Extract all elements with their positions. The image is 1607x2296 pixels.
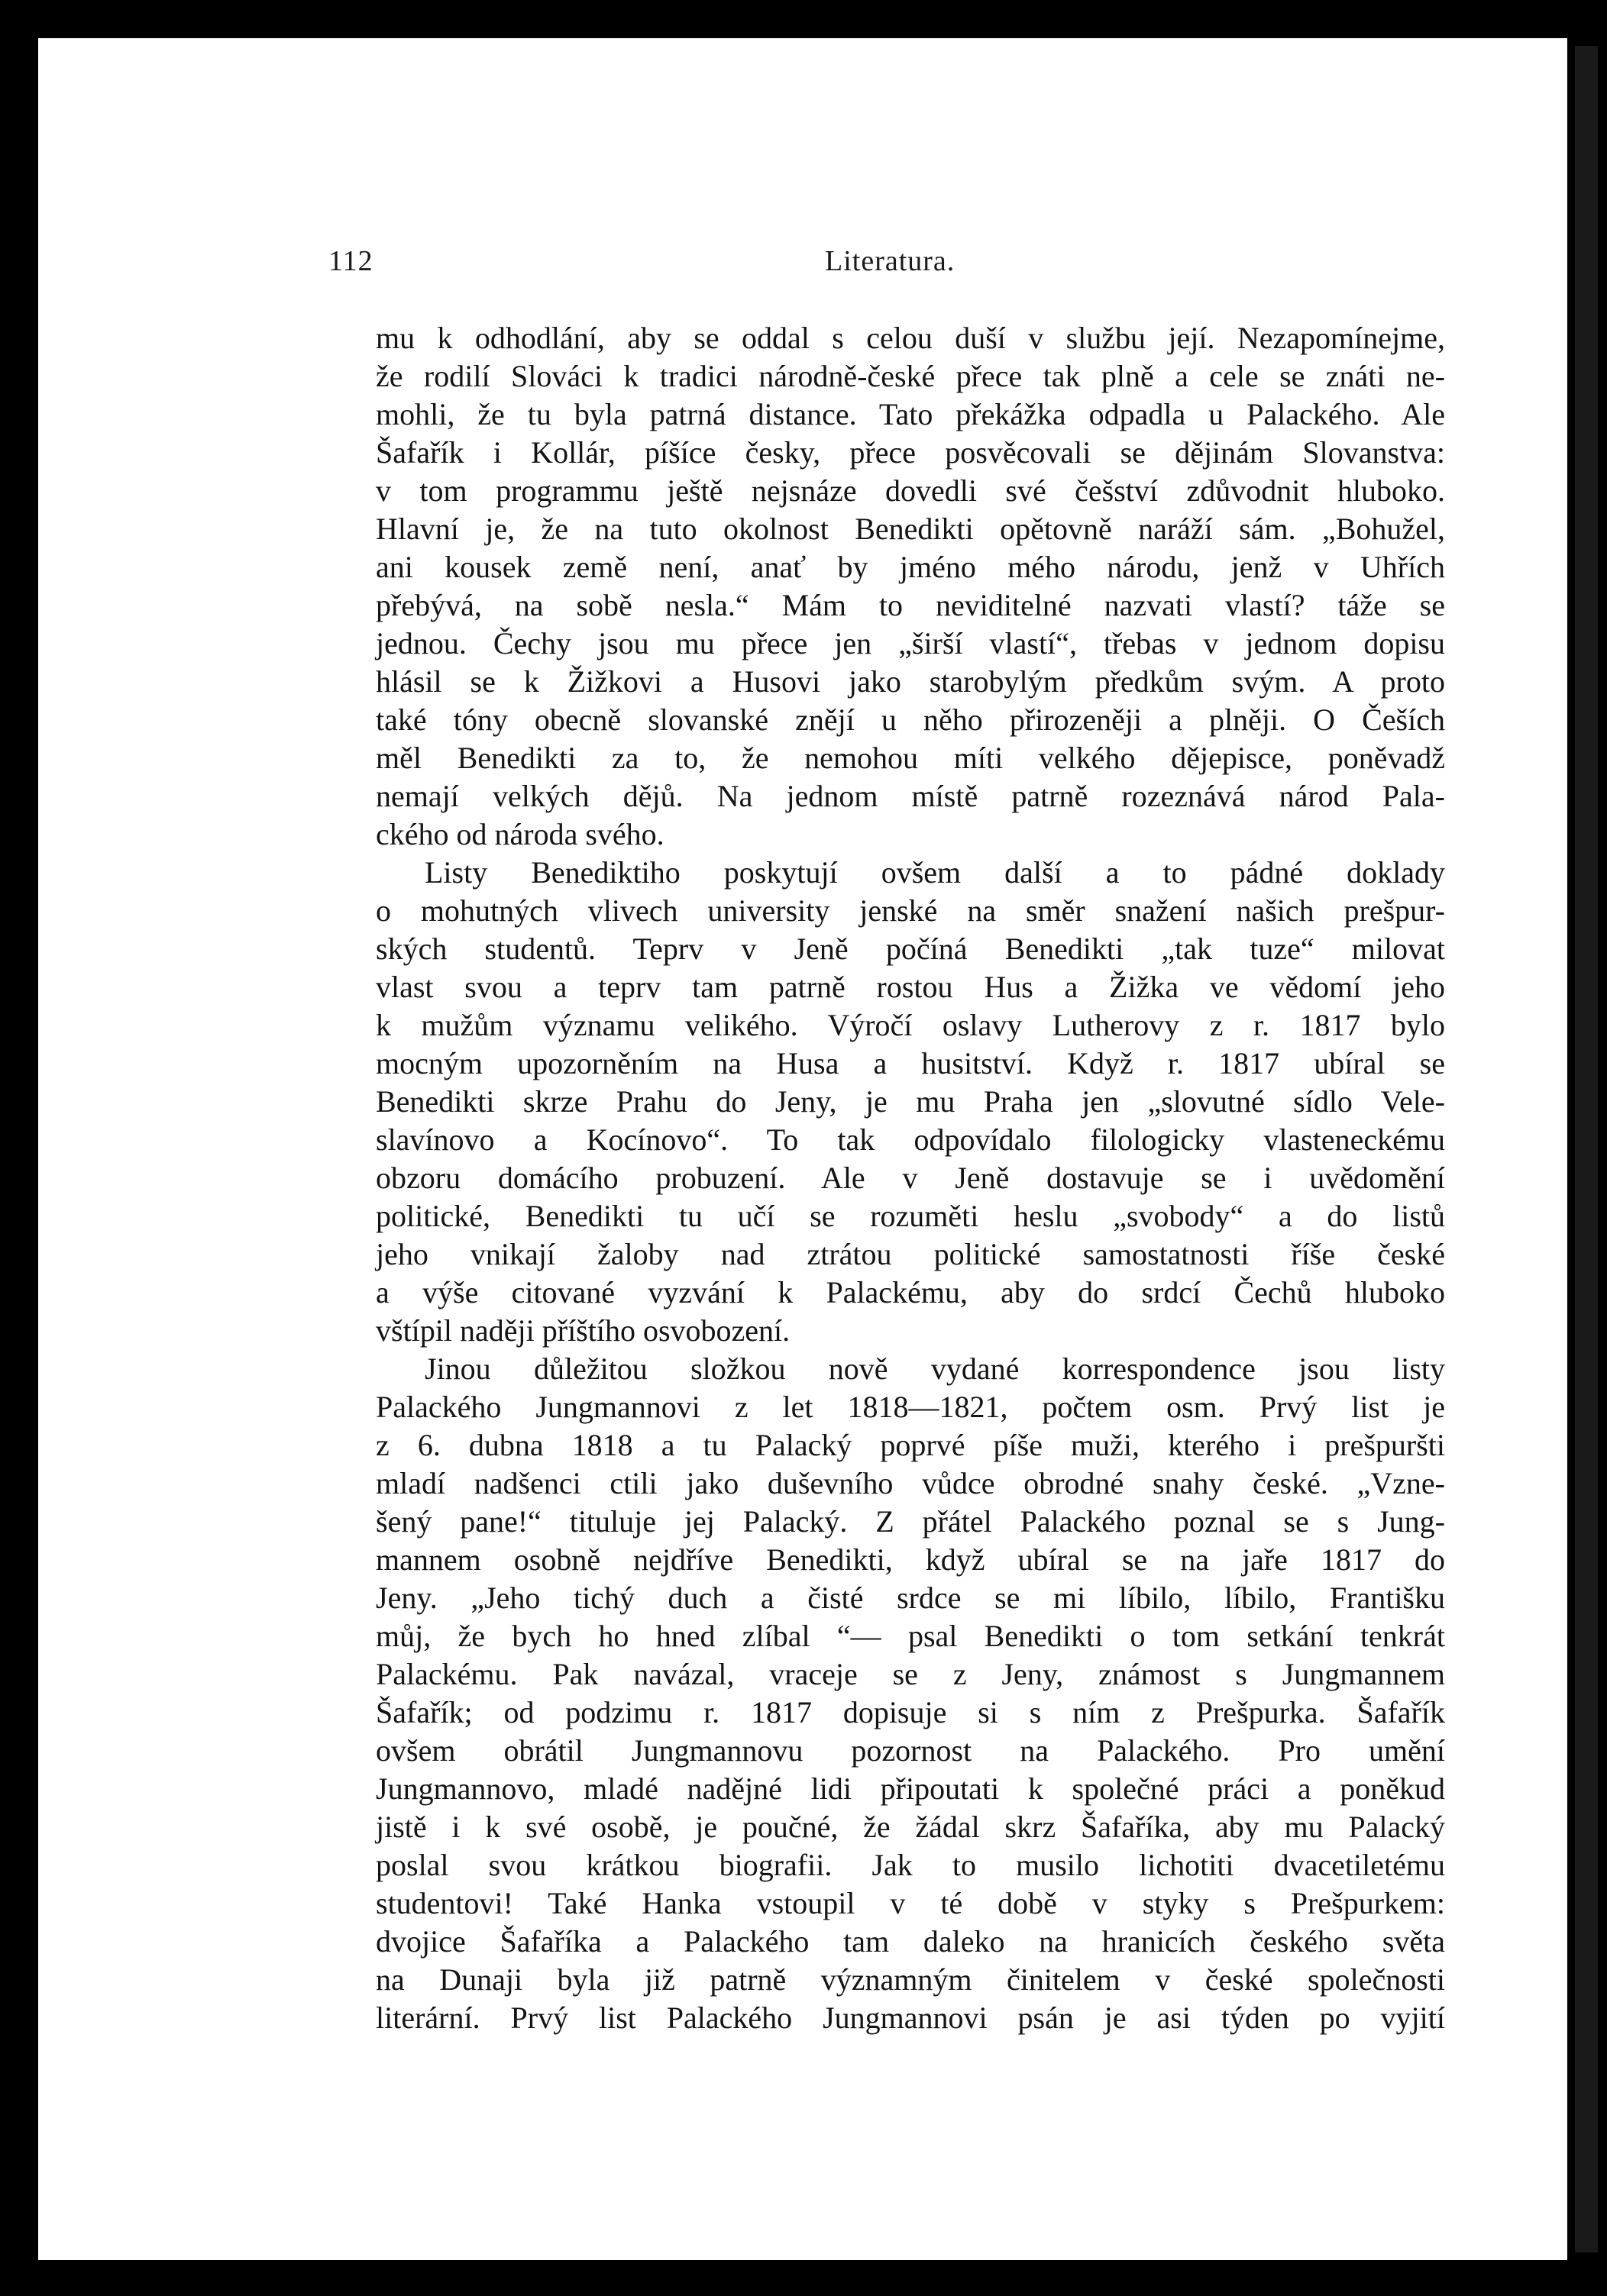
- text-line: Hlavní je, že na tuto okolnost Benedikti opětovně naráží sám. „Bohužel,: [376, 512, 1445, 546]
- text-line: mohli, že tu byla patrná distance. Tato překážka odpadla u Palackého. Ale: [376, 397, 1445, 431]
- running-title: Literatura.: [825, 245, 955, 277]
- text-line: ských studentů. Teprv v Jeně počíná Benedikti „tak tuze“ milovat: [376, 932, 1445, 966]
- text-line: studentovi! Také Hanka vstoupil v té době v styky s Prešpurkem:: [376, 1886, 1445, 1920]
- text-line: Palackého Jungmannovi z let 1818—1821, počtem osm. Prvý list je: [376, 1390, 1445, 1424]
- body-text: [376, 319, 1445, 2037]
- text-line: vlast svou a teprv tam patrně rostou Hus a Žižka ve vědomí jeho: [376, 970, 1445, 1004]
- text-line: Jungmannovo, mladé nadějné lidi připoutati k společné práci a poněkud: [376, 1771, 1445, 1806]
- text-line: v tom programmu ještě nejsnáze dovedli své češství zdůvodnit hluboko.: [376, 473, 1445, 508]
- text-line: politické, Benedikti tu učí se rozuměti heslu „svobody“ a do listů: [376, 1199, 1445, 1233]
- text-line: Šafařík i Kollár, píšíce česky, přece posvěcovali se dějinám Slovanstva:: [376, 435, 1445, 470]
- text-line: a výše citované vyzvání k Palackému, aby do srdcí Čechů hluboko: [376, 1275, 1445, 1309]
- text-line: ani kousek země není, anať by jméno mého národu, jenž v Uhřích: [376, 550, 1445, 584]
- text-line: Benedikti skrze Prahu do Jeny, je mu Praha jen „slovutné sídlo Vele-: [376, 1084, 1445, 1119]
- text-line: jeho vnikají žaloby nad ztrátou politické samostatnosti říše české: [376, 1237, 1445, 1271]
- page-number: 112: [328, 245, 373, 277]
- text-line: šený pane!“ tituluje jej Palacký. Z přátel Palackého poznal se s Jung-: [376, 1504, 1445, 1539]
- page-edge-shadow: [1575, 46, 1598, 2252]
- text-line: že rodilí Slováci k tradici národně-české přece tak plně a cele se znáti ne-: [376, 359, 1445, 393]
- text-line: měl Benedikti za to, že nemohou míti velkého dějepisce, poněvadž: [376, 741, 1445, 775]
- text-line: mu k odhodlání, aby se oddal s celou duší v službu její. Nezapomínejme,: [376, 321, 1445, 355]
- text-line: můj, že bych ho hned zlíbal “— psal Benedikti o tom setkání tenkrát: [376, 1619, 1445, 1653]
- text-line: k mužům významu velikého. Výročí oslavy Lutherovy z r. 1817 bylo: [376, 1008, 1445, 1042]
- text-line: jistě i k své osobě, je poučné, že žádal skrz Šafaříka, aby mu Palacký: [376, 1810, 1445, 1844]
- text-line: nemají velkých dějů. Na jednom místě patrně rozeznává národ Pala-: [376, 779, 1445, 813]
- text-line: Jinou důležitou složkou nově vydané korrespondence jsou listy: [425, 1351, 1445, 1386]
- text-line: slavínovo a Kocínovo“. To tak odpovídalo filologicky vlasteneckému: [376, 1122, 1445, 1157]
- text-line: Palackému. Pak navázal, vraceje se z Jeny, známost s Jungmannem: [376, 1657, 1445, 1691]
- text-line: také tóny obecně slovanské znějí u něho přirozeněji a plněji. O Češích: [376, 702, 1445, 737]
- text-line: Jeny. „Jeho tichý duch a čisté srdce se mi líbilo, líbilo, Františku: [376, 1581, 1445, 1615]
- text-line: přebývá, na sobě nesla.“ Mám to neviditelné nazvati vlastí? táže se: [376, 588, 1445, 622]
- text-line: na Dunaji byla již patrně významným činitelem v české společnosti: [376, 1962, 1445, 1997]
- text-line: poslal svou krátkou biografii. Jak to musilo lichotiti dvacetiletému: [376, 1848, 1445, 1882]
- text-line: dvojice Šafaříka a Palackého tam daleko na hranicích českého světa: [376, 1924, 1445, 1959]
- text-line: ovšem obrátil Jungmannovu pozornost na Palackého. Pro umění: [376, 1733, 1445, 1768]
- text-line: mannem osobně nejdříve Benedikti, když ubíral se na jaře 1817 do: [376, 1542, 1445, 1577]
- text-line: mocným upozorněním na Husa a husitství. Když r. 1817 ubíral se: [376, 1046, 1445, 1080]
- page-header: [328, 244, 1451, 290]
- text-line: obzoru domácího probuzení. Ale v Jeně dostavuje se i uvědomění: [376, 1161, 1445, 1195]
- text-line: hlásil se k Žižkovi a Husovi jako starobylým předkům svým. A proto: [376, 664, 1445, 699]
- text-line: literární. Prvý list Palackého Jungmannovi psán je asi týden po vyjití: [376, 2001, 1445, 2035]
- text-line: vštípil naději příštího osvobození.: [376, 1313, 791, 1348]
- text-line: Listy Benediktiho poskytují ovšem další a to pádné doklady: [425, 855, 1445, 890]
- text-line: mladí nadšenci ctili jako duševního vůdce obrodné snahy české. „Vzne-: [376, 1466, 1445, 1500]
- text-line: Šafařík; od podzimu r. 1817 dopisuje si s ním z Prešpurka. Šafařík: [376, 1695, 1445, 1729]
- text-line: ckého od národa svého.: [376, 817, 664, 851]
- text-line: o mohutných vlivech university jenské na směr snažení našich prešpur-: [376, 893, 1445, 928]
- text-line: jednou. Čechy jsou mu přece jen „širší vlastí“, třebas v jednom dopisu: [376, 626, 1445, 660]
- text-line: z 6. dubna 1818 a tu Palacký poprvé píše muži, kterého i prešpuršti: [376, 1428, 1445, 1462]
